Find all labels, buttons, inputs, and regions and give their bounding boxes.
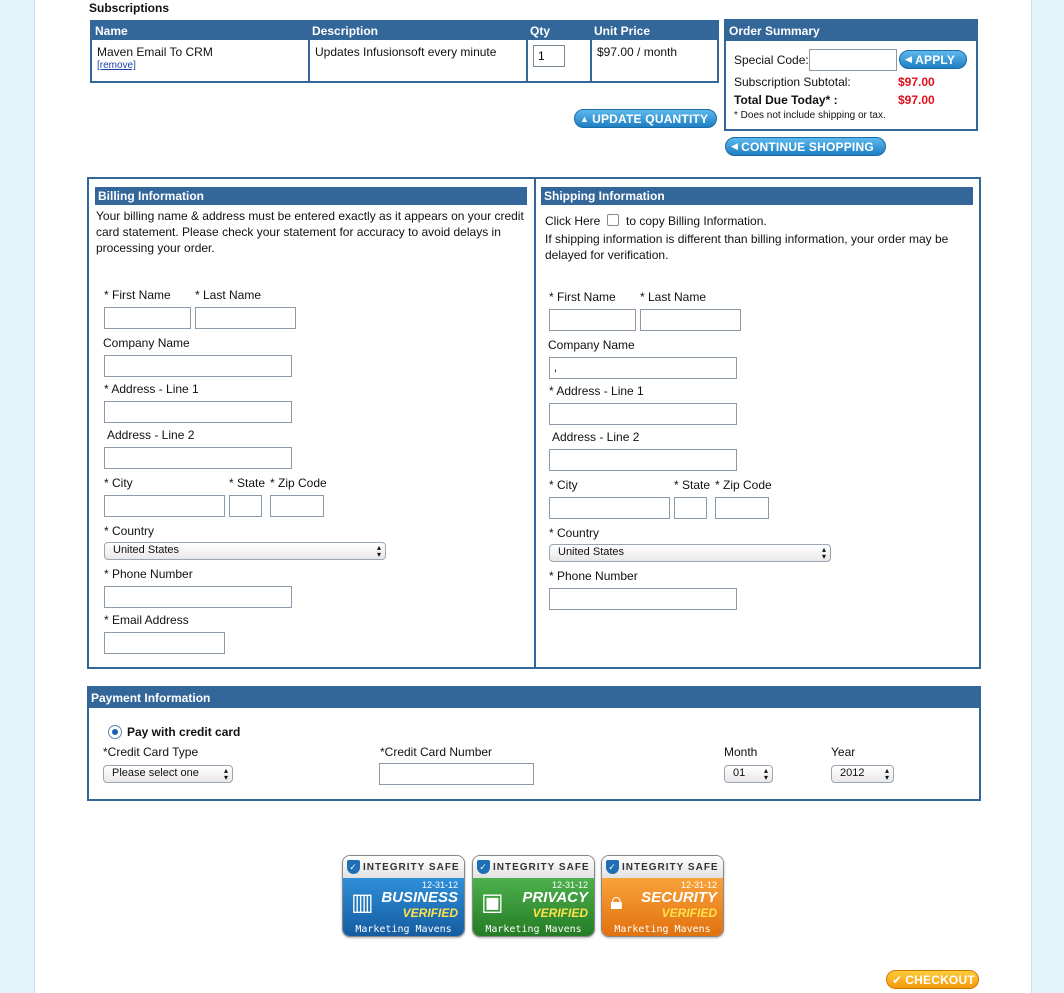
arrow-left-icon: ◀	[905, 54, 913, 64]
shipping-state-label: * State	[674, 478, 711, 492]
special-code-input[interactable]	[809, 49, 897, 71]
subtotal-label: Subscription Subtotal:	[734, 75, 851, 89]
billing-address2-label: Address - Line 2	[107, 428, 195, 442]
card-type-label: *Credit Card Type	[103, 745, 199, 759]
tax-note: * Does not include shipping or tax.	[734, 110, 886, 121]
shipping-address2-label: Address - Line 2	[552, 430, 640, 444]
item-unit-price: $97.00 / month	[597, 45, 678, 59]
apply-label: APPLY	[915, 52, 956, 67]
total-value: $97.00	[898, 93, 935, 107]
shipping-note: If shipping information is different than billing information, your order may be delayed for verification.	[545, 232, 949, 262]
badge-body	[602, 878, 723, 937]
privacy-verified-badge[interactable]	[472, 855, 595, 937]
badge-status: VERIFIED	[661, 906, 717, 920]
shield-icon: ✓	[347, 860, 360, 874]
arrow-up-icon: ▲	[580, 113, 590, 124]
billing-first-name-input[interactable]	[104, 307, 191, 329]
card-number-label: *Credit Card Number	[380, 745, 493, 759]
billing-state-label: * State	[229, 476, 266, 490]
shipping-address1-input[interactable]	[549, 403, 737, 425]
shield-icon: ✓	[477, 860, 490, 874]
lock-icon: 🔒︎	[610, 888, 623, 915]
billing-email-input[interactable]	[104, 632, 225, 654]
badge-header-text: INTEGRITY SAFE	[493, 861, 590, 873]
shipping-click-here[interactable]: Click Here	[545, 214, 601, 228]
billing-company-label: Company Name	[103, 336, 190, 350]
select-arrows-icon: ▴ ▾	[821, 545, 826, 561]
billing-zip-input[interactable]	[270, 495, 324, 517]
badge-status: VERIFIED	[532, 906, 588, 920]
item-name-cell	[91, 40, 309, 82]
shipping-zip-label: * Zip Code	[715, 478, 772, 492]
shipping-country-value: United States	[558, 546, 625, 558]
card-number-input[interactable]	[379, 763, 534, 785]
checkmark-icon: ✔	[892, 972, 903, 987]
billing-intro: Your billing name & address must be entered exactly as it appears on your credit card statement. Please check your statement for accuracy to avoid delays in processing your order.	[96, 209, 524, 255]
badge-header-text: INTEGRITY SAFE	[622, 861, 719, 873]
billing-last-name-input[interactable]	[195, 307, 296, 329]
badge-company: Marketing Mavens	[485, 924, 582, 935]
col-qty-header: Qty	[527, 21, 591, 40]
remove-link[interactable]: [remove]	[97, 60, 136, 71]
arrow-left-icon: ◀	[731, 141, 739, 151]
payment-title: Payment Information	[89, 688, 979, 708]
section-divider	[534, 179, 536, 667]
billing-last-name-label: * Last Name	[195, 288, 262, 302]
shipping-city-label: * City	[549, 478, 578, 492]
order-summary-panel	[724, 19, 978, 131]
select-arrows-icon: ▴ ▾	[884, 766, 889, 782]
select-arrows-icon: ▴ ▾	[763, 766, 768, 782]
billing-company-input[interactable]	[104, 355, 292, 377]
shipping-company-label: Company Name	[548, 338, 635, 352]
badge-company: Marketing Mavens	[614, 924, 711, 935]
billing-city-label: * City	[104, 476, 133, 490]
billing-country-label: * Country	[104, 524, 155, 538]
shipping-zip-input[interactable]	[715, 497, 769, 519]
update-quantity-button[interactable]	[574, 109, 717, 128]
badge-date: 12-31-12	[680, 880, 717, 890]
billing-email-label: * Email Address	[104, 613, 189, 627]
billing-zip-label: * Zip Code	[270, 476, 327, 490]
shipping-country-label: * Country	[549, 526, 600, 540]
copy-billing-checkbox[interactable]	[607, 214, 619, 226]
badge-body	[473, 878, 594, 937]
shipping-company-input[interactable]	[549, 357, 737, 379]
item-qty-cell	[527, 40, 591, 82]
subscriptions-table	[90, 20, 719, 83]
card-type-value: Please select one	[112, 767, 199, 779]
checkout-label: CHECKOUT	[905, 972, 975, 987]
quantity-input[interactable]	[533, 45, 565, 67]
badge-date: 12-31-12	[421, 880, 458, 890]
billing-phone-label: * Phone Number	[104, 567, 193, 581]
shipping-last-name-input[interactable]	[640, 309, 741, 331]
billing-title: Billing Information	[95, 187, 527, 205]
shipping-address2-input[interactable]	[549, 449, 737, 471]
badge-title: PRIVACY	[522, 889, 588, 906]
building-icon: ▥	[351, 889, 374, 916]
checkout-button[interactable]	[886, 970, 979, 989]
checkout-page	[34, 0, 1032, 993]
col-name-header: Name	[91, 21, 309, 40]
shipping-phone-input[interactable]	[549, 588, 737, 610]
shipping-first-name-label: * First Name	[549, 290, 616, 304]
table-row	[91, 40, 718, 82]
badge-status: VERIFIED	[402, 906, 458, 920]
safe-icon: ▣	[481, 889, 504, 916]
address-section	[87, 177, 981, 669]
col-unit-price-header: Unit Price	[591, 21, 718, 40]
payment-section	[87, 686, 981, 801]
billing-country-select[interactable]	[104, 542, 386, 560]
billing-phone-input[interactable]	[104, 586, 292, 608]
subtotal-value: $97.00	[898, 75, 935, 89]
shipping-country-select[interactable]	[549, 544, 831, 562]
shipping-address1-label: * Address - Line 1	[549, 384, 644, 398]
subscriptions-title: Subscriptions	[89, 1, 170, 15]
billing-address1-label: * Address - Line 1	[104, 382, 199, 396]
card-type-select[interactable]	[103, 765, 233, 783]
billing-first-name-label: * First Name	[104, 288, 171, 302]
apply-button[interactable]	[899, 50, 967, 69]
badge-body	[343, 878, 464, 937]
year-value: 2012	[840, 767, 865, 779]
select-arrows-icon: ▴ ▾	[223, 766, 228, 782]
item-description: Updates Infusionsoft every minute	[309, 40, 527, 82]
year-select[interactable]	[831, 765, 894, 783]
shipping-first-name-input[interactable]	[549, 309, 636, 331]
total-label: Total Due Today* :	[734, 93, 838, 107]
month-value: 01	[733, 767, 746, 779]
badge-header	[473, 856, 594, 878]
continue-shopping-label: CONTINUE SHOPPING	[741, 139, 874, 154]
year-label: Year	[831, 745, 856, 759]
update-quantity-label: UPDATE QUANTITY	[592, 111, 709, 126]
badge-header-text: INTEGRITY SAFE	[363, 861, 460, 873]
shipping-title: Shipping Information	[541, 187, 973, 205]
badge-company: Marketing Mavens	[355, 924, 452, 935]
billing-country-value: United States	[113, 544, 180, 556]
shipping-state-input[interactable]	[674, 497, 707, 519]
business-verified-badge[interactable]	[342, 855, 465, 937]
shield-icon: ✓	[606, 860, 619, 874]
shipping-last-name-label: * Last Name	[640, 290, 707, 304]
billing-address2-input[interactable]	[104, 447, 292, 469]
shipping-copy-text: to copy Billing Information.	[626, 214, 767, 228]
select-arrows-icon: ▴ ▾	[376, 543, 381, 559]
pay-credit-card-radio[interactable]	[108, 725, 122, 739]
badge-header	[602, 856, 723, 878]
shipping-city-input[interactable]	[549, 497, 670, 519]
badge-date: 12-31-12	[551, 880, 588, 890]
security-verified-badge[interactable]	[601, 855, 724, 937]
item-name: Maven Email To CRM	[97, 45, 213, 59]
special-code-label: Special Code:	[734, 53, 809, 67]
billing-state-input[interactable]	[229, 495, 262, 517]
order-summary-title: Order Summary	[726, 21, 976, 41]
pay-credit-card-label: Pay with credit card	[127, 725, 241, 739]
col-description-header: Description	[309, 21, 527, 40]
billing-city-input[interactable]	[104, 495, 225, 517]
shipping-phone-label: * Phone Number	[549, 569, 638, 583]
badge-title: SECURITY	[641, 889, 717, 906]
badge-title: BUSINESS	[381, 889, 458, 906]
badge-header	[343, 856, 464, 878]
continue-shopping-button[interactable]	[725, 137, 886, 156]
billing-address1-input[interactable]	[104, 401, 292, 423]
month-select[interactable]	[724, 765, 773, 783]
month-label: Month	[724, 745, 758, 759]
